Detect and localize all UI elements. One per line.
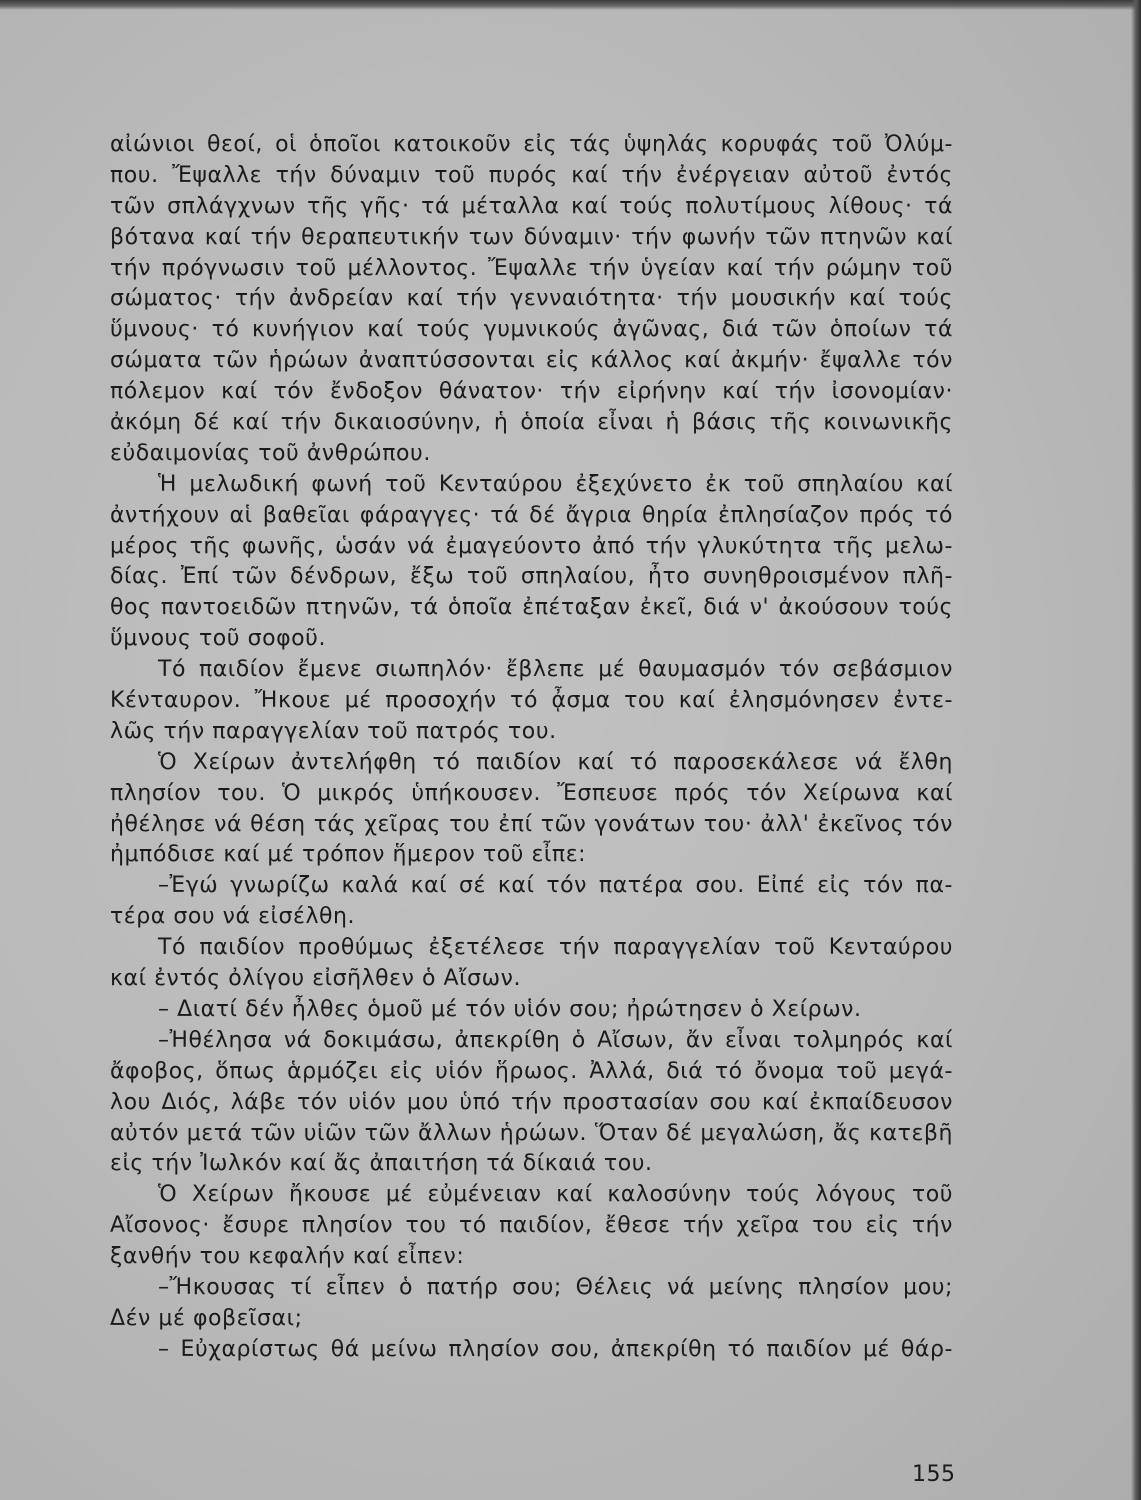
page-right-edge [1131, 0, 1141, 1500]
text-line: ἠμπόδισε καί μέ τρόπον ἥμερον τοῦ εἶπε: [110, 842, 587, 868]
text-line: Αἴσονος· ἔσυρε πλησίον του τό παιδίον, ἔθεσε τήν χεῖρα του εἰς τήν [110, 1213, 953, 1239]
text-line: –Ἐγώ γνωρίζω καλά καί σέ καί τόν πατέρα σου. Εἰπέ εἰς τόν πα- [158, 873, 953, 899]
text-line: σώματος· τήν ἀνδρείαν καί τήν γενναιότητα· τήν μουσικήν καί τούς [110, 286, 953, 312]
text-line: πλησίον του. Ὁ μικρός ὑπήκουσεν. Ἔσπευσε πρός τόν Χείρωνα καί [110, 780, 953, 806]
text-line: λῶς τήν παραγγελίαν τοῦ πατρός του. [110, 718, 557, 744]
text-line: δίας. Ἐπί τῶν δένδρων, ἔξω τοῦ σπηλαίου, ἦτο συνηθροισμένον πλῆ- [110, 564, 953, 590]
text-line: ἄφοβος, ὅπως ἁρμόζει εἰς υἱόν ἥρωος. Ἀλλά, διά τό ὄνομα τοῦ μεγά- [110, 1058, 953, 1084]
text-line: σώματα τῶν ἡρώων ἀναπτύσσονται εἰς κάλλος καί ἀκμήν· ἔψαλλε τόν [110, 348, 953, 374]
text-line: εἰς τήν Ἰωλκόν καί ἄς ἀπαιτήση τά δίκαιά του. [110, 1151, 653, 1177]
body-text [110, 130, 953, 1366]
text-line: Τό παιδίον προθύμως ἐξετέλεσε τήν παραγγελίαν τοῦ Κενταύρου [158, 935, 953, 961]
text-line: μέρος τῆς φωνῆς, ὡσάν νά ἐμαγεύοντο ἀπό τήν γλυκύτητα τῆς μελω- [110, 533, 953, 559]
text-line: Ὁ Χείρων ἤκουσε μέ εὐμένειαν καί καλοσύνην τούς λόγους τοῦ [158, 1182, 953, 1208]
page-top-edge [0, 0, 1141, 10]
text-line: βότανα καί τήν θεραπευτικήν των δύναμιν· τήν φωνήν τῶν πτηνῶν καί [110, 224, 953, 250]
text-line: λου Διός, λάβε τόν υἱόν μου ὑπό τήν προστασίαν σου καί ἐκπαίδευσον [110, 1089, 953, 1115]
text-line: αὐτόν μετά τῶν υἱῶν τῶν ἄλλων ἡρώων. Ὅταν δέ μεγαλώση, ἄς κατεβῆ [110, 1120, 953, 1146]
text-line: –Ἠθέλησα νά δοκιμάσω, ἀπεκρίθη ὁ Αἴσων, ἄν εἶναι τολμηρός καί [158, 1027, 953, 1053]
text-line: ἠθέλησε νά θέση τάς χεῖρας του ἐπί τῶν γονάτων του· ἀλλ' ἐκεῖνος τόν [110, 811, 953, 837]
text-line: ἀντήχουν αἱ βαθεῖαι φάραγγες· τά δέ ἄγρια θηρία ἐπλησίαζον πρός τό [110, 502, 953, 528]
text-line: – Διατί δέν ἦλθες ὁμοῦ μέ τόν υἱόν σου; ἠρώτησεν ὁ Χείρων. [158, 996, 862, 1022]
text-line: τῶν σπλάγχνων τῆς γῆς· τά μέταλλα καί τούς πολυτίμους λίθους· τά [110, 193, 953, 219]
text-line: Κένταυρον. Ἤκουε μέ προσοχήν τό ᾆσμα του καί ἐλησμόνησεν ἐντε- [110, 688, 953, 714]
page-number: 155 [912, 1462, 956, 1487]
text-line: – Εὐχαρίστως θά μείνω πλησίον σου, ἀπεκρίθη τό παιδίον μέ θάρ- [158, 1336, 953, 1362]
text-line: αἰώνιοι θεοί, οἱ ὁποῖοι κατοικοῦν εἰς τάς ὑψηλάς κορυφάς τοῦ Ὀλύμ- [110, 132, 953, 157]
text-line: θος παντοειδῶν πτηνῶν, τά ὁποῖα ἐπέταξαν ἐκεῖ, διά ν' ἀκούσουν τούς [110, 595, 953, 621]
text-line: ὕμνους· τό κυνήγιον καί τούς γυμνικούς ἀγῶνας, διά τῶν ὁποίων τά [110, 317, 953, 343]
text-line: ἀκόμη δέ καί τήν δικαιοσύνην, ἡ ὁποία εἶναι ἡ βάσις τῆς κοινωνικῆς [110, 410, 953, 436]
text-line: πόλεμον καί τόν ἔνδοξον θάνατον· τήν εἰρήνην καί τήν ἰσονομίαν· [110, 379, 953, 405]
text-line: που. Ἔψαλλε τήν δύναμιν τοῦ πυρός καί τήν ἐνέργειαν αὐτοῦ ἐντός [110, 162, 953, 188]
text-line: καί ἐντός ὀλίγου εἰσῆλθεν ὁ Αἴσων. [110, 966, 521, 992]
text-line: Ὁ Χείρων ἀντελήφθη τό παιδίον καί τό παροσεκάλεσε νά ἔλθη [158, 749, 953, 775]
text-line: τήν πρόγνωσιν τοῦ μέλλοντος. Ἔψαλλε τήν ὑγείαν καί τήν ρώμην τοῦ [110, 255, 953, 281]
text-line: ὕμνους τοῦ σοφοῦ. [110, 626, 326, 652]
text-line: Ἡ μελωδική φωνή τοῦ Κενταύρου ἐξεχύνετο ἐκ τοῦ σπηλαίου καί [158, 471, 953, 497]
text-line: –Ἤκουσας τί εἶπεν ὁ πατήρ σου; Θέλεις νά μείνης πλησίον μου; [158, 1274, 953, 1300]
text-line: ξανθήν του κεφαλήν καί εἶπεν: [110, 1244, 465, 1270]
text-line: τέρα σου νά εἰσέλθη. [110, 904, 356, 930]
text-line: Δέν μέ φοβεῖσαι; [110, 1305, 303, 1331]
text-line: εὐδαιμονίας τοῦ ἀνθρώπου. [110, 440, 431, 466]
text-line: Τό παιδίον ἔμενε σιωπηλόν· ἔβλεπε μέ θαυμασμόν τόν σεβάσμιον [158, 657, 953, 683]
